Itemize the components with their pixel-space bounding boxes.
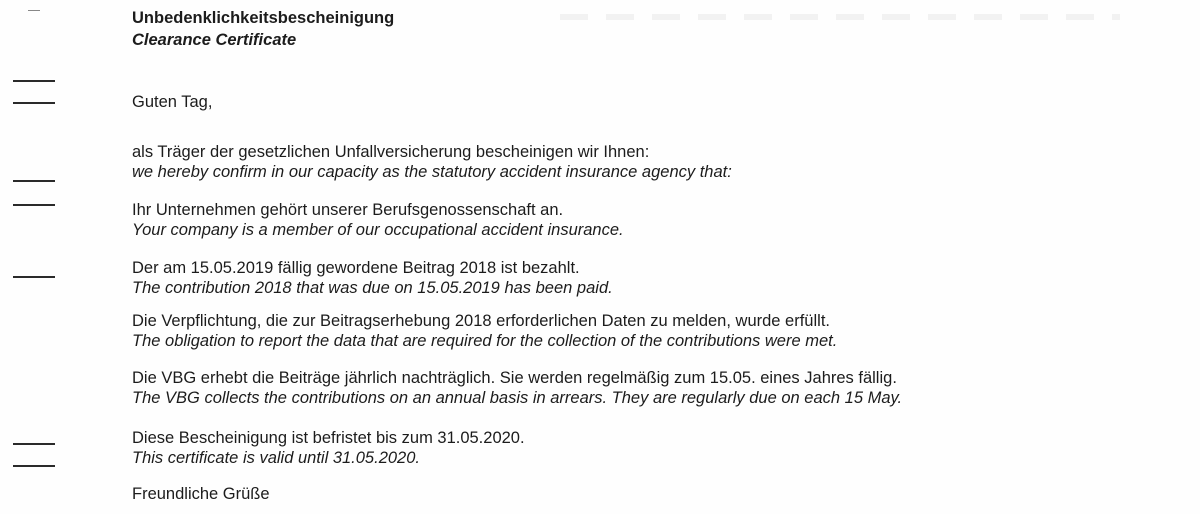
statement-validity: Diese Bescheinigung ist befristet bis zum 31.05.2020. — [132, 429, 525, 447]
intro-text: als Träger der gesetzlichen Unfallversicherung bescheinigen wir Ihnen: — [132, 143, 650, 161]
fold-mark — [13, 276, 55, 278]
faded-header-line — [560, 14, 1120, 20]
statement-annual-collection: Die VBG erhebt die Beiträge jährlich nachträglich. Sie werden regelmäßig zum 15.05. eines Jahres fällig. — [132, 369, 897, 387]
fold-mark — [13, 80, 55, 82]
fold-mark — [13, 443, 55, 445]
statement-data-reported: Die Verpflichtung, die zur Beitragserhebung 2018 erforderlichen Daten zu melden, wurde erfüllt. — [132, 312, 830, 330]
statement-contribution-paid: Der am 15.05.2019 fällig gewordene Beitrag 2018 ist bezahlt. — [132, 259, 580, 277]
statement-annual-collection-english: The VBG collects the contributions on an annual basis in arrears. They are regularly due on each 15 May. — [132, 389, 903, 407]
fold-mark — [13, 180, 55, 182]
statement-validity-english: This certificate is valid until 31.05.2020. — [132, 449, 420, 467]
closing-salutation: Freundliche Grüße — [132, 485, 270, 503]
document-title: Unbedenklichkeitsbescheinigung — [132, 9, 395, 27]
intro-text-english: we hereby confirm in our capacity as the statutory accident insurance agency that: — [132, 163, 732, 181]
statement-data-reported-english: The obligation to report the data that are required for the collection of the contributions were met. — [132, 332, 838, 350]
fold-mark — [13, 102, 55, 104]
statement-membership-english: Your company is a member of our occupational accident insurance. — [132, 221, 624, 239]
statement-membership: Ihr Unternehmen gehört unserer Berufsgenossenschaft an. — [132, 201, 564, 219]
document-title-english: Clearance Certificate — [132, 31, 297, 49]
fold-mark — [28, 10, 40, 11]
fold-mark — [13, 204, 55, 206]
greeting: Guten Tag, — [132, 93, 213, 111]
statement-contribution-paid-english: The contribution 2018 that was due on 15.05.2019 has been paid. — [132, 279, 613, 297]
fold-mark — [13, 465, 55, 467]
